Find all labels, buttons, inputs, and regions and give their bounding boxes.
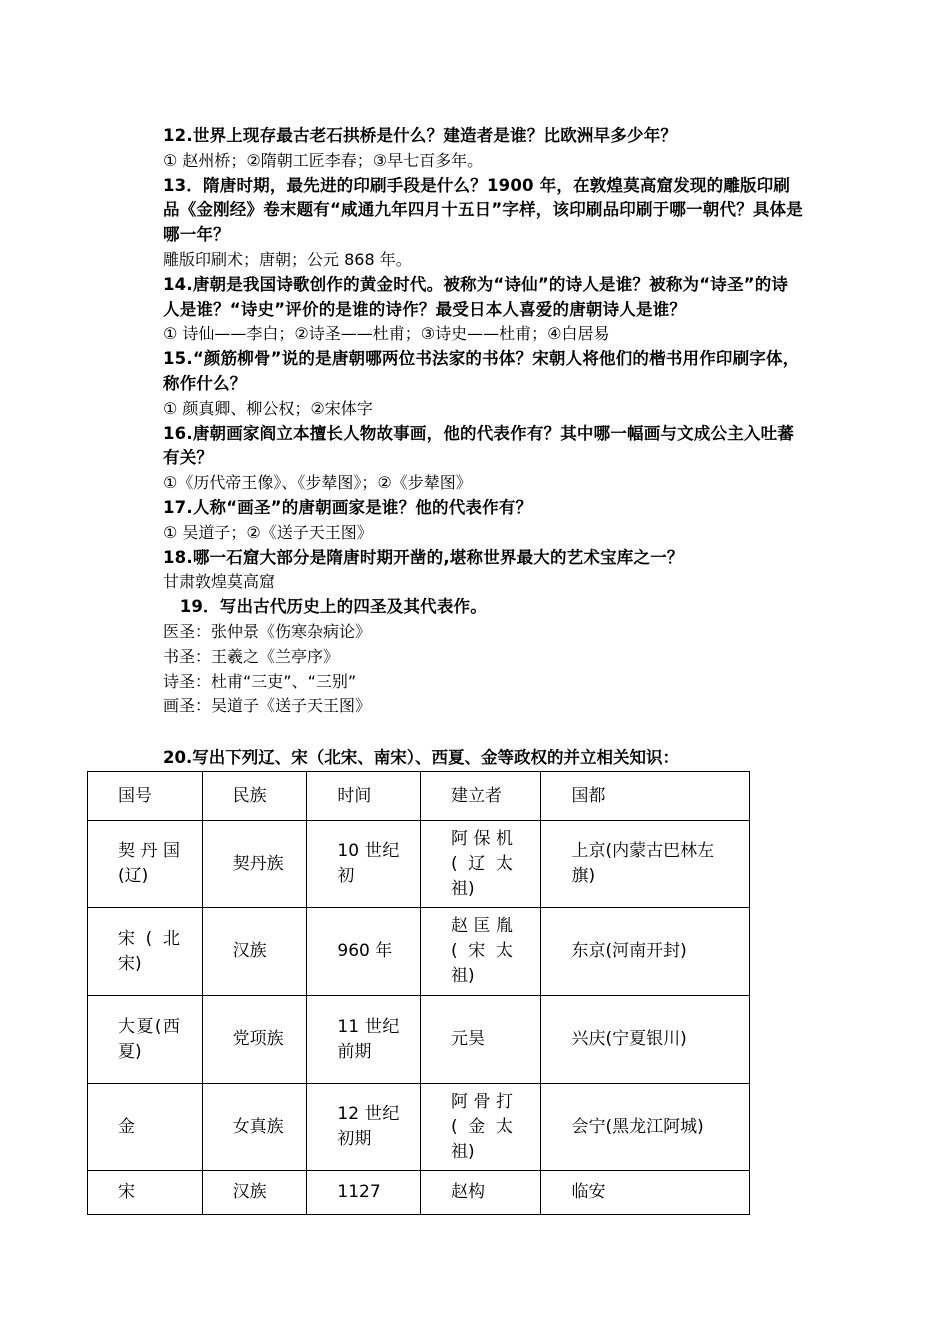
qa-item bbox=[163, 124, 803, 174]
table-row bbox=[88, 996, 750, 1084]
answer-text: 书圣：王羲之《兰亭序》 bbox=[163, 646, 340, 666]
answer-text: ① 吴道子；②《送子天王图》 bbox=[163, 522, 373, 542]
table-cell: 兴庆(宁夏银川) bbox=[541, 996, 750, 1084]
header-cell: 国都 bbox=[541, 772, 750, 821]
answer-text: 甘肃敦煌莫高窟 bbox=[163, 572, 276, 592]
answer-text: 医圣：张仲景《伤寒杂病论》 bbox=[163, 621, 372, 641]
answer-text: 画圣：吴道子《送子天王图》 bbox=[163, 696, 372, 716]
header-cell: 民族 bbox=[202, 772, 307, 821]
table-cell: 上京(内蒙古巴林左旗) bbox=[541, 821, 750, 908]
table-cell: 960 年 bbox=[307, 908, 421, 996]
header-cell: 建立者 bbox=[420, 772, 540, 821]
answer-text: ① 诗仙——李白；②诗圣——杜甫；③诗史——杜甫；④白居易 bbox=[163, 324, 610, 344]
question-text: 18.哪一石窟大部分是隋唐时期开凿的,堪称世界最大的艺术宝库之一？ bbox=[163, 547, 684, 567]
question-text: 13．隋唐时期，最先进的印刷手段是什么？1900 年，在敦煌莫高窟发现的雕版印刷品《金刚经》卷末题有“咸通九年四月十五日”字样，该印刷品印刷于哪一朝代？具体是哪一年？ bbox=[163, 175, 803, 245]
table-cell: 汉族 bbox=[202, 1171, 307, 1215]
question-text: 14.唐朝是我国诗歌创作的黄金时代。被称为“诗仙”的诗人是谁？被称为“诗圣”的诗人是谁？“诗史”评价的是谁的诗作？最受日本人喜爱的唐朝诗人是谁？ bbox=[163, 274, 789, 319]
header-cell: 时间 bbox=[307, 772, 421, 821]
question-text: 15.“颜筋柳骨”说的是唐朝哪两位书法家的书体？宋朝人将他们的楷书用作印刷字体，称作什么？ bbox=[163, 349, 800, 393]
table-cell: 10 世纪初 bbox=[307, 821, 421, 908]
qa-item bbox=[163, 496, 803, 546]
table-cell: 临安 bbox=[541, 1171, 750, 1215]
table-cell: 1127 bbox=[307, 1171, 421, 1215]
table-row bbox=[88, 908, 750, 996]
answer-text: ① 颜真卿、柳公权；②宋体字 bbox=[163, 398, 373, 418]
table-cell: 12 世纪初期 bbox=[307, 1084, 421, 1171]
table-cell: 大夏(西夏) bbox=[88, 996, 203, 1084]
answer-text: ①《历代帝王像》、《步辇图》；②《步辇图》 bbox=[163, 473, 472, 493]
question-text: 17.人称“画圣”的唐朝画家是谁？他的代表作有？ bbox=[163, 497, 533, 517]
qa-item bbox=[163, 422, 803, 496]
qa-item bbox=[163, 546, 803, 596]
table-cell: 金 bbox=[88, 1084, 203, 1171]
answer-text: ① 赵州桥；②隋朝工匠李春；③早七百多年。 bbox=[163, 150, 484, 170]
answer-text: 诗圣：杜甫“三吏”、“三别” bbox=[163, 671, 357, 691]
table-cell: 宋(北宋) bbox=[88, 908, 203, 996]
regimes-table bbox=[87, 771, 750, 1215]
table-cell: 契丹国(辽) bbox=[88, 821, 203, 908]
table-row bbox=[88, 821, 750, 908]
table-cell: 赵构 bbox=[420, 1171, 540, 1215]
table-cell: 赵匡胤(宋太祖) bbox=[420, 908, 540, 996]
table-header-row bbox=[88, 772, 750, 821]
qa-item bbox=[163, 595, 803, 719]
qa-section bbox=[163, 124, 803, 719]
question-text: 19．写出古代历史上的四圣及其代表作。 bbox=[163, 597, 487, 617]
question-text: 16.唐朝画家阎立本擅长人物故事画，他的代表作有？其中哪一幅画与文成公主入吐蕃有关？ bbox=[163, 423, 795, 468]
qa-item bbox=[163, 174, 803, 273]
question-20-text: 20.写出下列辽、宋（北宋、南宋）、西夏、金等政权的并立相关知识： bbox=[163, 748, 679, 767]
table-cell: 阿保机(辽太祖) bbox=[420, 821, 540, 908]
table-row bbox=[88, 1171, 750, 1215]
question-text: 12.世界上现存最古老石拱桥是什么？建造者是谁？比欧洲早多少年？ bbox=[163, 126, 678, 145]
table-cell: 阿骨打(金太祖) bbox=[420, 1084, 540, 1171]
table-cell: 东京(河南开封) bbox=[541, 908, 750, 996]
table-cell: 11 世纪前期 bbox=[307, 996, 421, 1084]
table-cell: 汉族 bbox=[202, 908, 307, 996]
table-cell: 党项族 bbox=[202, 996, 307, 1084]
table-cell: 宋 bbox=[88, 1171, 203, 1215]
table-cell: 契丹族 bbox=[202, 821, 307, 908]
qa-item bbox=[163, 273, 803, 347]
table-cell: 会宁(黑龙江阿城) bbox=[541, 1084, 750, 1171]
table-row bbox=[88, 1084, 750, 1171]
header-cell: 国号 bbox=[88, 772, 203, 821]
answer-text: 雕版印刷术；唐朝；公元 868 年。 bbox=[163, 249, 412, 269]
table-cell: 女真族 bbox=[202, 1084, 307, 1171]
table-cell: 元昊 bbox=[420, 996, 540, 1084]
qa-item bbox=[163, 347, 803, 421]
